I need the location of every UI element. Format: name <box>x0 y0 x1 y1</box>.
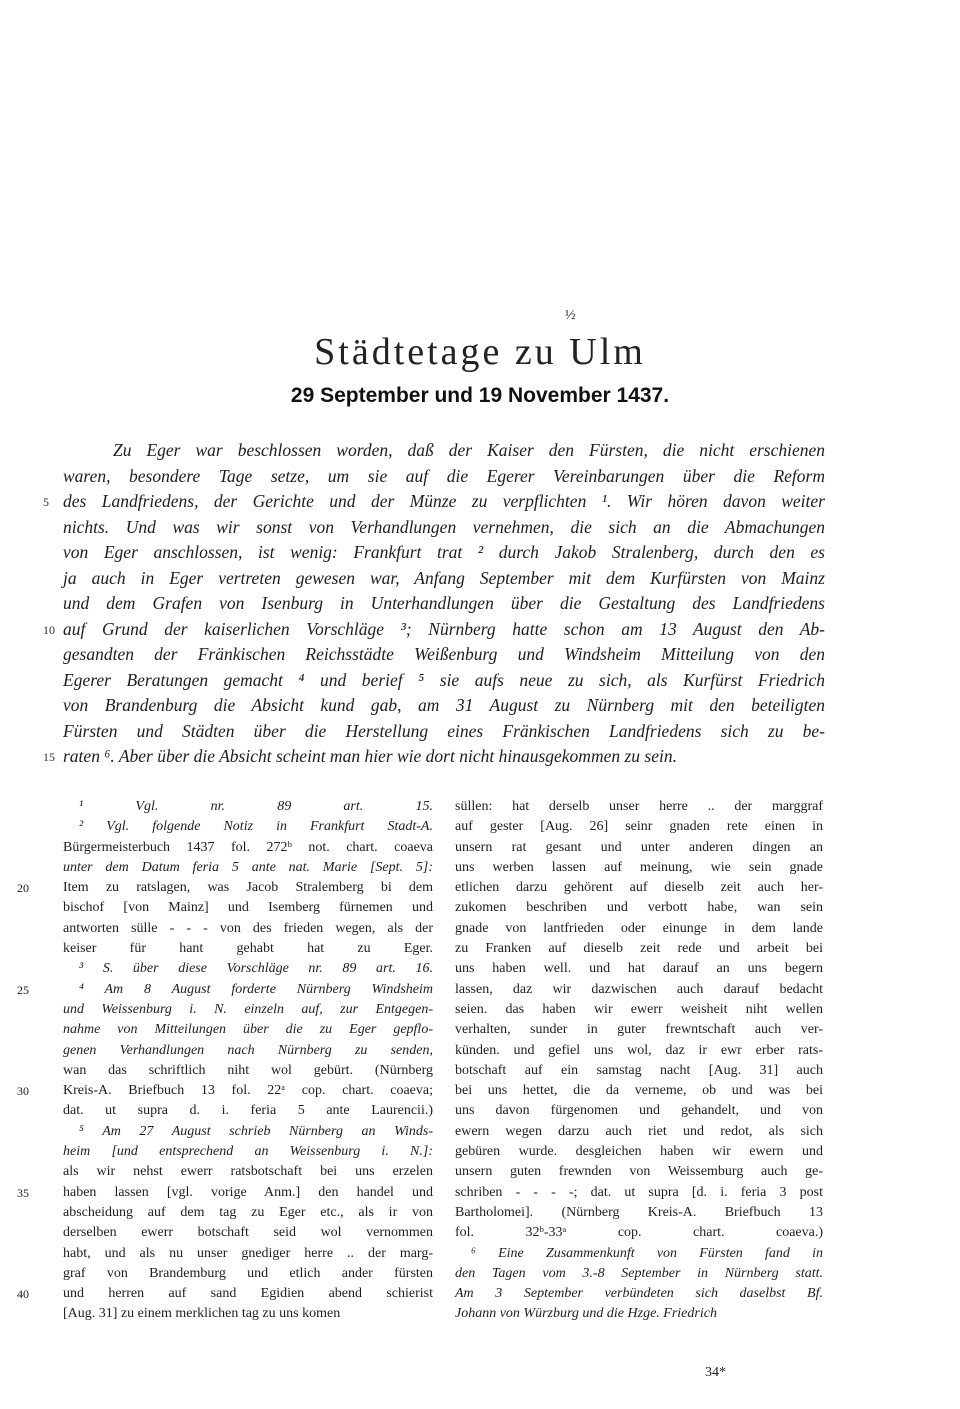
footnote-text: lassen, daz wir dazwischen auch darauf bedacht <box>455 981 823 997</box>
footnote-line <box>63 1244 433 1264</box>
footnote-text: abscheidung auf dem tag zu Eger etc., als ir von <box>63 1204 433 1220</box>
footnote-line <box>455 1020 823 1040</box>
intro-line: Fürsten und Städten über die Herstellung eines Fränkischen Landfriedens sich zu be- <box>63 720 825 741</box>
footnote-text: Johann von Würzburg und die Hzge. Friedrich <box>455 1306 717 1322</box>
footnote-text: uns haben well. und hat darauf an uns begern <box>455 961 823 977</box>
footnote-text: ⁴ Am 8 August forderte Nürnberg Windsheim <box>79 981 433 997</box>
footnote-line <box>455 1061 823 1081</box>
footnote-text: uns werben lassen auf meinung, wie sein gnade <box>455 859 823 875</box>
footnote-line <box>63 838 433 858</box>
footnote-text: ³ S. über diese Vorschläge nr. 89 art. 16. <box>79 961 433 977</box>
line-number: 20 <box>17 881 29 896</box>
footnote-line <box>455 919 823 939</box>
footnote-line <box>455 939 823 959</box>
footnote-line <box>455 1122 823 1142</box>
intro-line: Zu Eger war beschlossen worden, daß der Kaiser den Fürsten, die nicht erschienen <box>113 440 825 460</box>
footnote-line <box>63 1162 433 1182</box>
intro-line: ja auch in Eger vertreten gewesen war, Anfang September mit dem Kurfürsten von Mainz <box>63 567 825 588</box>
footnote-text: unsern rat gesant und unter anderen dingen an <box>455 839 823 855</box>
line-number: 10 <box>43 622 55 637</box>
page-title: Städtetage zu Ulm <box>314 331 646 373</box>
line-number: 35 <box>17 1185 29 1200</box>
footnote-text: antworten sülle - - - von des frieden wegen, als der <box>63 920 433 936</box>
footnote-text: botschaft auf ein samstag nacht [Aug. 31] auch <box>455 1062 823 1078</box>
footnote-text: Kreis-A. Briefbuch 13 fol. 22ᵃ cop. chart. coaeva; <box>63 1083 433 1099</box>
footnote-line <box>455 878 823 898</box>
footnote-line <box>455 1244 823 1264</box>
footnote-line <box>63 1020 433 1040</box>
footnote-line <box>455 1162 823 1182</box>
intro-line: und dem Grafen von Isenburg in Unterhandlungen über die Gestaltung des Landfriedens <box>63 593 825 613</box>
intro-line: auf Grund der kaiserlichen Vorschläge ³; Nürnberg hatte schon am 13 August den Ab- <box>63 618 825 639</box>
intro-paragraph <box>43 438 825 770</box>
footnote-line <box>455 959 823 979</box>
intro-line: gesandten der Fränkischen Reichsstädte Weißenburg und Windsheim Mitteilung von den <box>63 644 825 664</box>
footnote-line <box>17 1081 433 1101</box>
footnote-line <box>63 898 433 918</box>
footnote-line <box>455 1081 823 1101</box>
footnote-line <box>455 1304 823 1324</box>
line-number: 40 <box>17 1287 29 1302</box>
footnote-line <box>63 1061 433 1081</box>
footnote-line <box>63 797 433 817</box>
footnote-text: etlichen darzu gehörent auf dieselb zeit auch her- <box>455 880 823 896</box>
footnote-line <box>455 817 823 837</box>
footnote-text: ² Vgl. folgende Notiz in Frankfurt Stadt-A. <box>79 819 433 835</box>
page-number: 34* <box>705 1365 726 1380</box>
footnote-text: haben lassen [vgl. vorige Anm.] den handel und <box>63 1184 433 1200</box>
footnote-line <box>63 959 433 979</box>
footnote-line <box>455 980 823 1000</box>
intro-line: raten ⁶. Aber über die Absicht scheint man hier wie dort nicht hinausgekommen zu sein. <box>63 746 677 766</box>
intro-line: Egerer Beratungen gemacht ⁴ und berief ⁵ sie aufs neue zu sich, als Kurfürst Friedrich <box>63 669 825 690</box>
footnote-line <box>63 939 433 959</box>
footnote-line <box>17 1183 433 1203</box>
footnote-line <box>455 1000 823 1020</box>
footnote-text: keiser für hant gehabt hat zu Eger. <box>63 941 433 957</box>
footnote-line <box>455 1041 823 1061</box>
footnote-text: dat. ut supra d. i. feria 5 ante Laurencii.) <box>63 1103 433 1119</box>
footnote-text: habt, und als nu unser gnediger herre .. der marg- <box>63 1245 433 1261</box>
footnote-line <box>455 1223 823 1243</box>
footnote-line <box>17 878 433 898</box>
footnote-line <box>455 1183 823 1203</box>
footnotes-left-column <box>17 797 433 1325</box>
footnote-line <box>63 1264 433 1284</box>
intro-line: waren, besondere Tage setze, um sie auf die Egerer Vereinbarungen über die Reform <box>63 465 825 486</box>
footnote-line <box>455 1101 823 1121</box>
footnote-line <box>455 898 823 918</box>
footnote-text: Bartholomei]. (Nürnberg Kreis-A. Briefbuch 13 <box>455 1204 823 1220</box>
footnote-line <box>455 1264 823 1284</box>
page-mark: ½ <box>565 308 576 323</box>
footnote-text: wan das schriftlich niht wol gebürt. (Nürnberg <box>63 1062 433 1078</box>
footnote-line <box>17 980 433 1000</box>
footnote-text: ⁵ Am 27 August schrieb Nürnberg an Winds- <box>79 1123 433 1139</box>
footnote-text: gnade von lantfrieden oder einunge in dem lande <box>455 920 823 936</box>
footnote-text: Am 3 September verbündeten sich daselbst Bf. <box>455 1286 823 1302</box>
footnote-text: ¹ Vgl. nr. 89 art. 15. <box>79 799 433 814</box>
footnote-line <box>63 1041 433 1061</box>
footnote-text: schriben - - - -; dat. ut supra [d. i. feria 3 post <box>455 1184 823 1200</box>
footnote-text: zu Franken auf dieselb zeit rede und arbeit bei <box>455 941 823 957</box>
footnote-text: bischof [von Mainz] und Isemberg fürnemen und <box>63 900 433 916</box>
footnote-line <box>455 1142 823 1162</box>
footnote-text: unter dem Datum feria 5 ante nat. Marie [Sept. 5]: <box>63 859 433 875</box>
footnote-text: nahme von Mitteilungen über die zu Eger gepflo- <box>63 1022 433 1038</box>
footnotes-right-column <box>455 797 823 1325</box>
footnote-line <box>455 797 823 817</box>
intro-line: nichts. Und was wir sonst von Verhandlungen vernehmen, die sich an die Abmachungen <box>63 516 825 537</box>
line-number: 30 <box>17 1084 29 1099</box>
footnote-line <box>63 1203 433 1223</box>
footnote-text: uns davon fürgenomen und gehandelt, und von <box>455 1103 823 1119</box>
footnote-line <box>63 1000 433 1020</box>
footnote-text: seien. das haben wir ewerr weisheit niht wellen <box>455 1001 823 1017</box>
footnote-text: ewern wegen darzu auch riet und redot, als sich <box>455 1123 823 1139</box>
footnote-line <box>63 1223 433 1243</box>
intro-line: von Brandenburg die Absicht kund gab, am 31 August zu Nürnberg mit den beteiligten <box>63 695 825 715</box>
footnote-line <box>63 1122 433 1142</box>
footnote-text: Bürgermeisterbuch 1437 fol. 272ᵇ not. chart. coaeva <box>63 839 433 855</box>
footnote-text: heim [und entsprechend an Weissenburg i. N.]: <box>63 1144 433 1160</box>
footnote-text: bei uns hettet, die da verneme, ob und was bei <box>455 1083 823 1099</box>
footnote-line <box>63 919 433 939</box>
footnote-line <box>63 817 433 837</box>
footnote-text: unsern guten frewnden von Weissemburg auch ge- <box>455 1164 823 1180</box>
footnote-line <box>63 858 433 878</box>
footnote-text: als wir nehst ewerr ratsbotschaft bei uns erzelen <box>63 1164 433 1180</box>
footnote-text: Item zu ratslagen, was Jacob Stralemberg bi dem <box>63 880 433 896</box>
footnote-line <box>455 838 823 858</box>
footnote-text: auf gester [Aug. 26] seinr gnaden rete einen in <box>455 819 823 835</box>
line-number: 5 <box>43 495 49 509</box>
footnote-text: süllen: hat derselb unser herre .. der marggraf <box>455 799 823 814</box>
footnote-line <box>63 1101 433 1121</box>
footnote-text: genen Verhandlungen nach Nürnberg zu senden, <box>63 1042 433 1058</box>
footnote-text: ⁶ Eine Zusammenkunft von Fürsten fand in <box>471 1245 823 1261</box>
line-number: 15 <box>43 750 55 764</box>
footnote-text: verhalten, sunder in guter frewntschaft auch ver- <box>455 1022 823 1038</box>
intro-line: des Landfriedens, der Gerichte und der Münze zu verpflichten ¹. Wir hören davon weiter <box>63 491 825 511</box>
footnote-text: fol. 32ᵇ-33ᵃ cop. chart. coaeva.) <box>455 1225 823 1241</box>
footnote-text: gebüren wurde. desgleichen haben wir ewern und <box>455 1144 823 1160</box>
footnote-line <box>455 858 823 878</box>
footnote-text: und Weissenburg i. N. einzeln auf, zur Entgegen- <box>63 1001 433 1017</box>
line-number: 25 <box>17 982 29 997</box>
intro-line: von Eger anschlossen, ist wenig: Frankfurt trat ² durch Jakob Stralenberg, durch den es <box>63 542 825 562</box>
page-subtitle-date: 29 September und 19 November 1437. <box>290 384 670 407</box>
footnote-line <box>455 1203 823 1223</box>
footnote-text: [Aug. 31] zu einem merklichen tag zu uns komen <box>63 1306 341 1322</box>
footnote-line <box>455 1284 823 1304</box>
footnote-text: den Tagen vom 3.-8 September in Nürnberg statt. <box>455 1265 823 1281</box>
footnote-text: graf von Brandemburg und etlich ander fürsten <box>63 1265 433 1281</box>
footnote-line <box>63 1304 433 1324</box>
footnote-line <box>63 1142 433 1162</box>
footnote-text: zukomen beschriben und verbott habe, wan sein <box>455 900 823 916</box>
footnote-text: derselben ewerr botschaft seid wol vernommen <box>63 1225 433 1241</box>
footnote-text: und herren auf sand Egidien abend schierist <box>63 1286 433 1302</box>
footnote-text: künden. und gefiel uns wol, daz ir ewr erber rats- <box>455 1042 823 1058</box>
footnote-line <box>17 1284 433 1304</box>
